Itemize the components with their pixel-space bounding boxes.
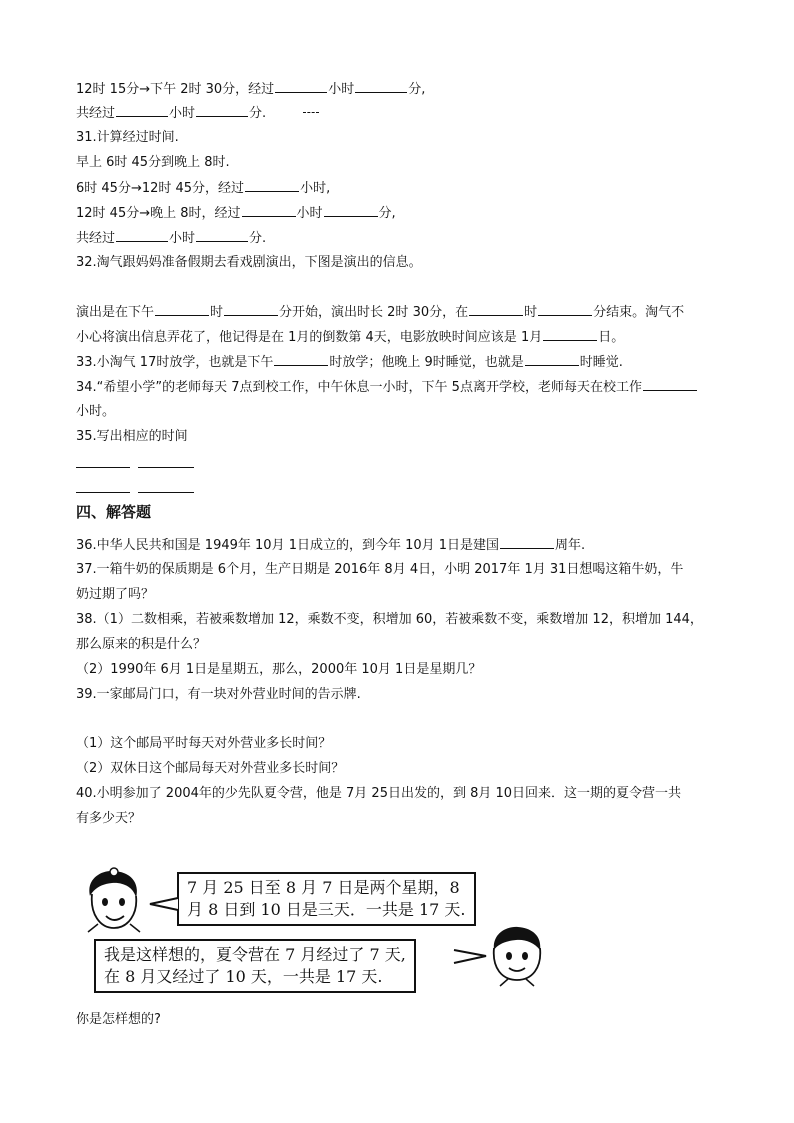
text: 6时 45分→12时 45分，经过	[76, 181, 245, 196]
answer-blank[interactable]	[138, 492, 194, 493]
answer-blank[interactable]	[155, 303, 209, 316]
text: 时	[524, 305, 538, 320]
question-31-step3	[76, 229, 266, 248]
text: 12时 15分→下午 2时 30分，经过	[76, 82, 275, 97]
answer-blank[interactable]	[500, 536, 554, 549]
question-40-prompt: 你是怎样想的?	[76, 1012, 161, 1027]
question-39-part2: （2）双休日这个邮局每天对外营业多长时间？	[76, 761, 345, 776]
question-31-step1	[76, 179, 330, 198]
boy-face-icon	[486, 924, 548, 988]
answer-blank[interactable]	[224, 303, 278, 316]
text: 分.	[249, 106, 267, 121]
question-35: 35.写出相应的时间	[76, 429, 188, 444]
bubble-pointer	[148, 896, 180, 912]
bubble-text: 我是这样想的，夏令营在 7 月经过了 7 天,	[104, 945, 406, 964]
bubble-text: 在 8 月又经过了 10 天，一共是 17 天.	[104, 967, 383, 986]
text: 36.中华人民共和国是 1949年 10月 1日成立的，到今年 10月 1日是建国	[76, 538, 500, 553]
girl-face-icon	[78, 866, 150, 936]
answer-blank[interactable]	[116, 229, 168, 242]
text: 时	[210, 305, 224, 320]
answer-blank[interactable]	[324, 204, 378, 217]
question-33	[76, 353, 623, 372]
answer-blank[interactable]	[355, 80, 407, 93]
question-32-line2	[76, 328, 624, 347]
text: 时睡觉.	[579, 355, 623, 370]
speech-bubble-boy	[94, 939, 416, 993]
text: 分,	[408, 82, 426, 97]
text: 34.“希望小学”的老师每天 7点到校工作，中午休息一小时，下午 5点离开学校，老师每天在校工作	[76, 380, 642, 395]
answer-blank[interactable]	[76, 467, 130, 468]
question-39-part1: （1）这个邮局平时每天对外营业多长时间？	[76, 736, 332, 751]
answer-blank[interactable]	[274, 353, 328, 366]
text: 分开始，演出时长 2时 30分，在	[279, 305, 469, 320]
bubble-pointer	[452, 948, 488, 966]
answer-blank[interactable]	[245, 179, 299, 192]
answer-blank[interactable]	[543, 328, 597, 341]
text: 时放学；他晚上 9时睡觉，也就是	[329, 355, 524, 370]
text: 共经过	[76, 231, 116, 246]
line-1	[76, 80, 425, 99]
text: 演出是在下午	[76, 305, 155, 320]
answer-blank[interactable]	[275, 80, 327, 93]
text: 日。	[598, 330, 625, 345]
question-36	[76, 536, 585, 555]
answer-blank[interactable]	[643, 378, 697, 391]
line-2	[76, 104, 266, 123]
text: 共经过	[76, 106, 116, 121]
text: 小时	[296, 206, 323, 221]
question-37: 37.一箱牛奶的保质期是 6个月，生产日期是 2016年 8月 4日，小明 2017年 1月 31日想喝这箱牛奶，牛	[76, 562, 684, 577]
question-32: 32.淘气跟妈妈准备假期去看戏剧演出，下图是演出的信息。	[76, 255, 422, 270]
text: 分,	[378, 206, 396, 221]
answer-blank[interactable]	[525, 353, 579, 366]
text: 分.	[249, 231, 267, 246]
text: 小心将演出信息弄花了，他记得是在 1月的倒数第 4天，电影放映时间应该是 1月	[76, 330, 543, 345]
answer-blank[interactable]	[538, 303, 592, 316]
speech-bubble-girl	[177, 872, 476, 926]
text: 33.小淘气 17时放学，也就是下午	[76, 355, 274, 370]
question-38-part2: （2）1990年 6月 1日是星期五，那么，2000年 10月 1日是星期几？	[76, 662, 482, 677]
question-40: 40.小明参加了 2004年的少先队夏令营，他是 7月 25日出发的，到 8月 10日回来．这一期的夏令营一共	[76, 786, 682, 801]
answer-blank[interactable]	[242, 204, 296, 217]
question-37-line2: 奶过期了吗？	[76, 587, 155, 602]
text: 周年.	[555, 538, 586, 553]
text: 分结束。淘气不	[593, 305, 685, 320]
bubble-text: 月 8 日到 10 日是三天．一共是 17 天.	[187, 900, 466, 919]
text: 小时	[169, 106, 196, 121]
text: 小时	[169, 231, 196, 246]
answer-blank[interactable]	[196, 104, 248, 117]
question-32-line1	[76, 303, 684, 322]
question-31: 31.计算经过时间.	[76, 130, 179, 145]
question-38: 38.（1）二数相乘，若被乘数增加 12，乘数不变，积增加 60，若被乘数不变，乘数增加 12，积增加 144，	[76, 612, 703, 627]
question-34-line2: 小时。	[76, 404, 116, 419]
text: 12时 45分→晚上 8时，经过	[76, 206, 241, 221]
answer-blank[interactable]	[196, 229, 248, 242]
answer-blank[interactable]	[138, 467, 194, 468]
text: 小时	[328, 82, 355, 97]
answer-blank[interactable]	[76, 492, 130, 493]
stray-mark	[303, 112, 319, 113]
question-39: 39.一家邮局门口，有一块对外营业时间的告示牌.	[76, 687, 361, 702]
question-38-line2: 那么原来的积是什么？	[76, 637, 207, 652]
answer-blank[interactable]	[469, 303, 523, 316]
answer-blank[interactable]	[116, 104, 168, 117]
bubble-text: 7 月 25 日至 8 月 7 日是两个星期，8	[187, 878, 460, 897]
question-40-line2: 有多少天？	[76, 811, 142, 826]
question-34	[76, 378, 698, 397]
question-31-text: 早上 6时 45分到晚上 8时.	[76, 155, 230, 170]
question-31-step2	[76, 204, 396, 223]
text: 小时,	[300, 181, 331, 196]
section-heading: 四、解答题	[76, 503, 152, 521]
